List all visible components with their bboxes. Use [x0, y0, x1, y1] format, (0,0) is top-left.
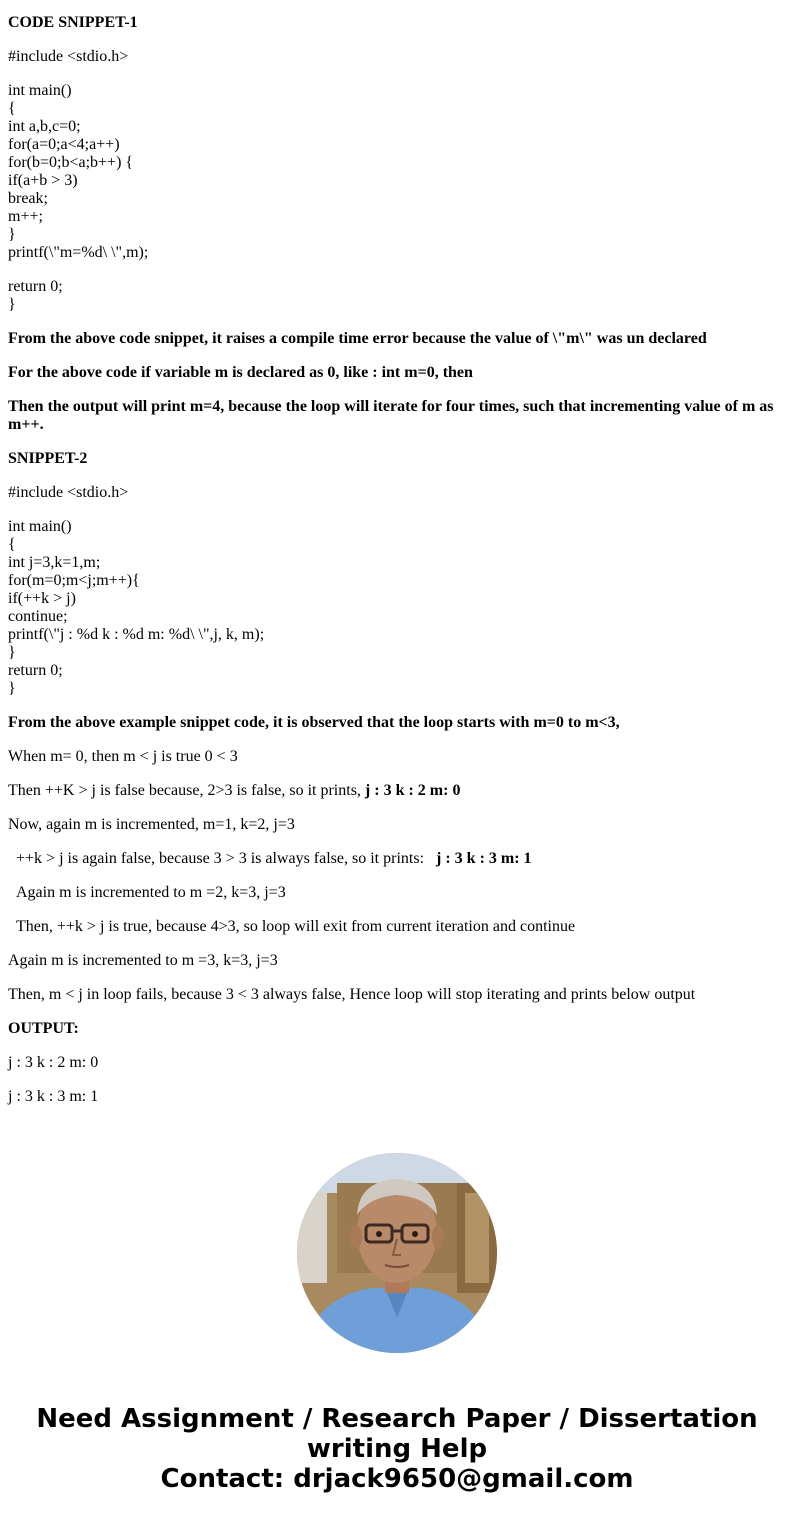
promo-contact[interactable]: Contact: drjack9650@gmail.com — [160, 1464, 634, 1494]
step-4-text: ++k > j is again false, because 3 > 3 is always false, so it prints: — [16, 850, 437, 867]
code-line: for(a=0;a<4;a++) — [8, 136, 120, 153]
code-line: if(++k > j) — [8, 590, 76, 607]
snippet1-code-end — [8, 278, 63, 314]
step-8: Then, m < j in loop fails, because 3 < 3 always false, Hence loop will stop iterating and prints below output — [8, 986, 696, 1003]
code-line: { — [8, 100, 16, 117]
step-4-output: j : 3 k : 3 m: 1 — [436, 850, 532, 867]
code-line: } — [8, 680, 16, 697]
step-7: Again m is incremented to m =3, k=3, j=3 — [8, 952, 278, 969]
code-line: int main() — [8, 518, 72, 535]
code-line: m++; — [8, 208, 43, 225]
step-3: Now, again m is incremented, m=1, k=2, j=3 — [8, 816, 295, 833]
snippet2-include: #include <stdio.h> — [8, 484, 129, 501]
code-line: } — [8, 296, 16, 313]
code-line: for(b=0;b<a;b++) { — [8, 154, 134, 171]
code-line: if(a+b > 3) — [8, 172, 78, 189]
code-line: int j=3,k=1,m; — [8, 554, 101, 571]
snippet1-heading: CODE SNIPPET-1 — [8, 14, 138, 31]
output-heading: OUTPUT: — [8, 1020, 79, 1037]
code-line: continue; — [8, 608, 68, 625]
code-line: int main() — [8, 82, 72, 99]
step-1: When m= 0, then m < j is true 0 < 3 — [8, 748, 238, 765]
step-6: Then, ++k > j is true, because 4>3, so loop will exit from current iteration and continue — [16, 918, 576, 935]
code-line: printf(\"j : %d k : %d m: %d\ \",j, k, m); — [8, 626, 265, 643]
code-line: printf(\"m=%d\ \",m); — [8, 244, 149, 261]
snippet2-heading: SNIPPET-2 — [8, 450, 88, 467]
code-line: return 0; — [8, 662, 63, 679]
step-2-text: Then ++K > j is false because, 2>3 is false, so it prints, — [8, 782, 365, 799]
code-line: int a,b,c=0; — [8, 118, 81, 135]
author-portrait-image — [297, 1153, 497, 1353]
snippet1-note-error: From the above code snippet, it raises a compile time error because the value of \"m\" was un declared — [8, 330, 707, 347]
step-2 — [8, 782, 460, 800]
author-avatar — [297, 1153, 497, 1353]
snippet1-include: #include <stdio.h> — [8, 48, 129, 65]
step-2-output: j : 3 k : 2 m: 0 — [364, 782, 461, 799]
step-4 — [8, 850, 532, 868]
code-line: } — [8, 644, 16, 661]
code-line: } — [8, 226, 16, 243]
snippet1-code-block — [8, 82, 148, 262]
snippet2-observation: From the above example snippet code, it is observed that the loop starts with m=0 to m<3, — [8, 714, 620, 731]
snippet2-code-block — [8, 518, 264, 698]
promo-line: writing Help — [306, 1434, 488, 1464]
snippet1-note-output: Then the output will print m=4, because the loop will iterate for four times, such that incrementing value of m as m++. — [8, 398, 774, 433]
step-5: Again m is incremented to m =2, k=3, j=3 — [16, 884, 286, 901]
promo-banner — [0, 1404, 794, 1494]
snippet1-note-declared: For the above code if variable m is declared as 0, like : int m=0, then — [8, 364, 473, 381]
promo-line: Need Assignment / Research Paper / Dissertation — [36, 1404, 758, 1434]
output-line: j : 3 k : 2 m: 0 — [8, 1054, 99, 1071]
code-line: { — [8, 536, 16, 553]
code-line: break; — [8, 190, 48, 207]
code-line: for(m=0;m<j;m++){ — [8, 572, 140, 589]
output-line: j : 3 k : 3 m: 1 — [8, 1088, 99, 1105]
code-line: return 0; — [8, 278, 63, 295]
